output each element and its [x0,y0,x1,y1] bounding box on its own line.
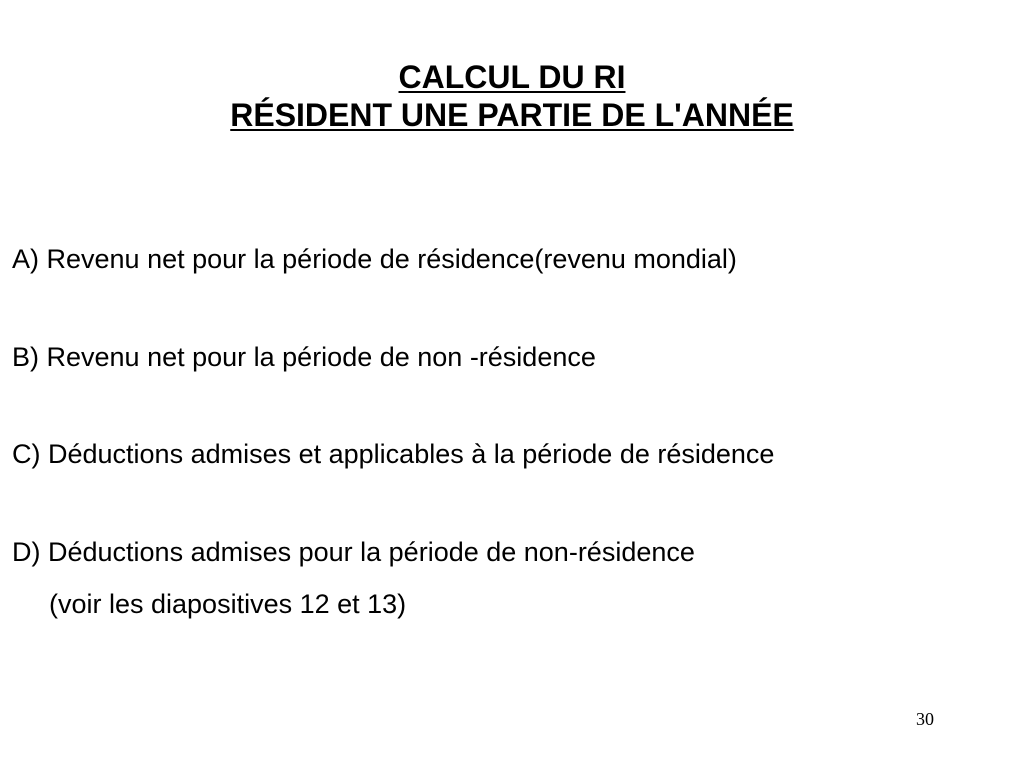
title-line-2: RÉSIDENT UNE PARTIE DE L'ANNÉE [230,97,794,133]
list-item-b: B) Revenu net pour la période de non -résidence [12,342,596,372]
list-item-c: C) Déductions admises et applicables à la période de résidence [12,439,775,469]
slide-title [0,58,1024,134]
list-item-d: D) Déductions admises pour la période de non-résidence [12,537,695,567]
title-line-1: CALCUL DU RI [398,59,626,95]
list-item-a: A) Revenu net pour la période de résidence(revenu mondial) [12,244,737,274]
page-number: 30 [916,709,934,729]
list-item-d-note: (voir les diapositives 12 et 13) [49,589,407,619]
